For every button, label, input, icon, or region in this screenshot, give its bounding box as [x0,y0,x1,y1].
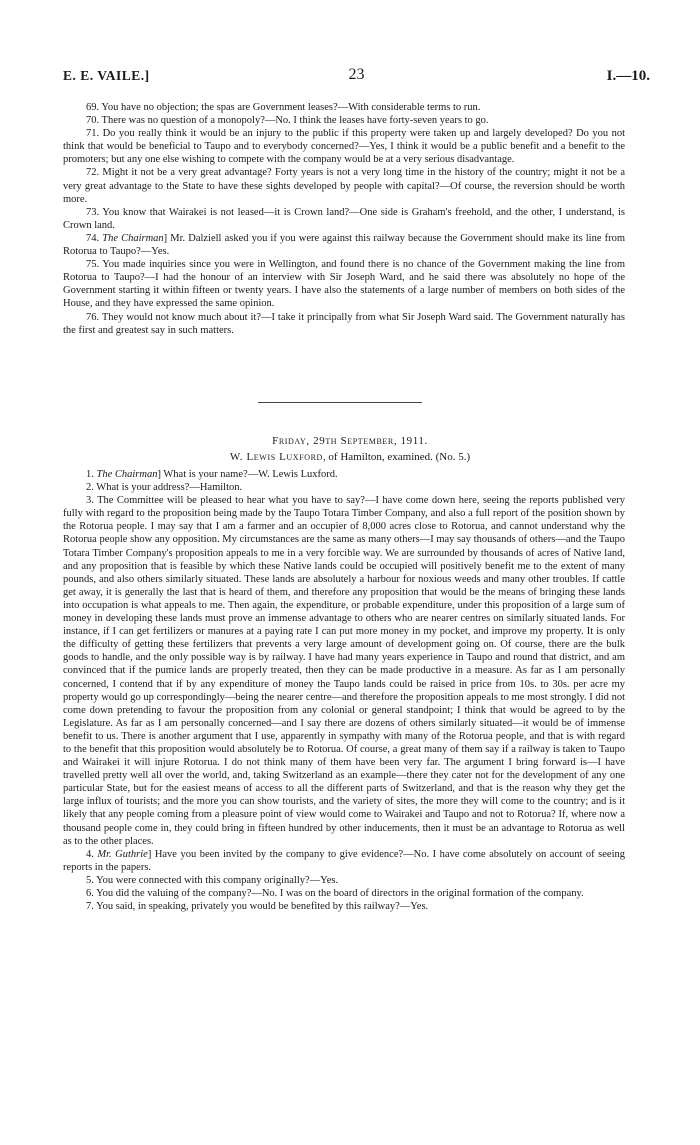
paragraph-73: 73. You know that Wairakei is not leased—it is Crown land?—One side is Graham's freehold, and the other, I understand, is Crown land. [63,206,625,231]
session-date: Friday, 29th September, 1911. [272,435,428,447]
question-number: 4. [86,848,94,860]
evidence-section-luxford [63,468,625,913]
speaker-name: Mr. Guthrie [97,848,148,860]
page-number: 23 [348,66,365,83]
speaker-name: The Chairman [96,469,158,480]
section-divider [258,402,422,403]
question-6: 6. You did the valuing of the company?—No. I was on the board of directors in the original formation of the company. [86,888,584,899]
question-text: ] What is your name?—W. Lewis Luxford. [157,469,338,480]
witness-name: W. Lewis Luxford [229,451,323,463]
paragraph-71: 71. Do you really think it would be an injury to the public if this property were taken up and largely developed? Do you not think that would be beneficial to Taupo and to everybody concerned?—Yes, I think it would be a public benefit and a benefit to the promoters; but any one else wishing to compete with the company would be at a very serious disadvantage. [63,128,625,166]
question-4 [63,848,625,874]
paragraph-text: ] Mr. Dalziell asked you if you were against this railway because the Government should make its line from Rotorua to Taupo?—Yes. [63,232,625,258]
document-reference: I.—10. [606,68,650,84]
question-number: 1. [86,469,94,480]
question-3: 3. The Committee will be pleased to hear what you have to say?—I have come down here, seeing the reports published very fully with regard to the proposition being made by the Taupo Totara Timber Company, and also a full report of the position shown by the Rotorua people. I may say that I am a farmer and an occupier of 8,000 acres close to Rotorua, and cannot understand why the Rotorua people show any opposition. My circumstances are the same as many others—I may say thousands of others—and the Taupo Totara Timber Company's proposition appeals to me in a very forcible way. We are surrounded by thousands of acres of Native land, and any proposition that is feasible by which these Native lands could be occupied will positively benefit me to the extent of many pounds, and also others similarly situated. These lands are absolutely a harbour for noxious weeds and many other troubles. If cattle get away, it is generally the last that is heard of them, and therefore any proposition that would be the means of bringing these lands into occupation is what appeals to me. Then again, the expenditure, or probable expenditure, under this proposition of a large sum of money in developing these lands must prove an immense advantage to others who are nearer centres on similarly situated lands. For instance, if I can get fertilizers or manures at a paying rate I can put more money in my pocket, and improve my property. It is only the difficulty of getting these fertilizers that prevents a very large amount of development going on. Of course, there are the bulk goods to handle, and the only possible way is by railway. I have had many years experience in Taupo and round that district, and am convinced that if the pumice lands are properly treated, then they can be made productive in a measure. As far as I am personally concerned, I contend that if by any expenditure of money the Taupo lands could be raised in price from 10s. to 30s. per acre my property would go up correspondingly—being the nearer centre—and therefore the proposition appeals to me most strongly. I did not come down pretending to favour the proposition from any colonial or general standpoint; I think that would be agreed to by the Legislature. As far as I am personally concerned—and I say there are dozens of others similarly situated—it would be of immense benefit to us. There is another argument that I use, apparently in sympathy with many of the Rotorua people, and that is with regard to the benefit that this proposition would absolutely be to Rotorua. Of course, a great many of them say if a railway is taken to Taupo and Wairakei it will injure Rotorua. I do not think many of them have been very far. The argument I bring forward is—I have travelled pretty well all over the world, and, taking Switzerland as an example—there they cater not for the development of any one particular State, but for the easiest means of access to all the different parts of Switzerland, and that is the reason why they get the large influx of tourists; and the more you can show tourists, and the variety of sites, the more they will come to the country; and is it likely that any people coming from a pleasure point of view would come to Wairakei and Taupo and not to Rotorua? If, where now a thousand people come in, they could bring in fifteen hundred by other inducements, then it must be an advantage to Rotorua as well as to the other places. [63,495,625,847]
evidence-section-vaile [63,101,625,337]
speaker-name: The Chairman [102,232,164,244]
paragraph-69: 69. You have no objection; the spas are Government leases?—With considerable terms to run. [86,102,481,113]
paragraph-76: 76. They would not know much about it?—I take it principally from what Sir Joseph Ward said. The Government naturally has the first and greatest say in such matters. [63,311,625,336]
paragraph-74 [63,232,625,258]
question-text: ] Have you been invited by the company to give evidence?—No. I have come absolutely on account of seeing reports in the papers. [63,848,625,873]
question-5: 5. You were connected with this company originally?—Yes. [86,874,339,886]
question-1 [63,468,625,481]
paragraph-70: 70. There was no question of a monopoly?—No. I think the leases have forty-seven years to go. [86,115,489,127]
paragraph-75: 75. You made inquiries since you were in Wellington, and found there is no chance of the Government making the line from Rotorua to Taupo?—I had the honour of an interview with Sir Joseph Ward, and he said there was absolutely no hope of the Government starting it within fifteen or twenty years. I have also the statements of a large number of members on both sides of the House, and they have expressed the same opinion. [63,259,625,310]
witness-details: , of Hamilton, examined. (No. 5.) [322,451,471,463]
header-witness: E. E. VAILE.] [63,68,150,83]
question-2: 2. What is your address?—Hamilton. [86,482,243,494]
page-header [63,68,650,88]
paragraph-number: 74. [86,232,100,244]
witness-heading [0,451,700,463]
question-7: 7. You said, in speaking, privately you would be benefited by this railway?—Yes. [86,901,429,913]
paragraph-72: 72. Might it not be a very great advantage? Forty years is not a very long time in the history of the country; might it not be a very great advantage to the State to have these sights developed by people with capital?—Of course, the reversion should be worth more. [63,167,625,205]
